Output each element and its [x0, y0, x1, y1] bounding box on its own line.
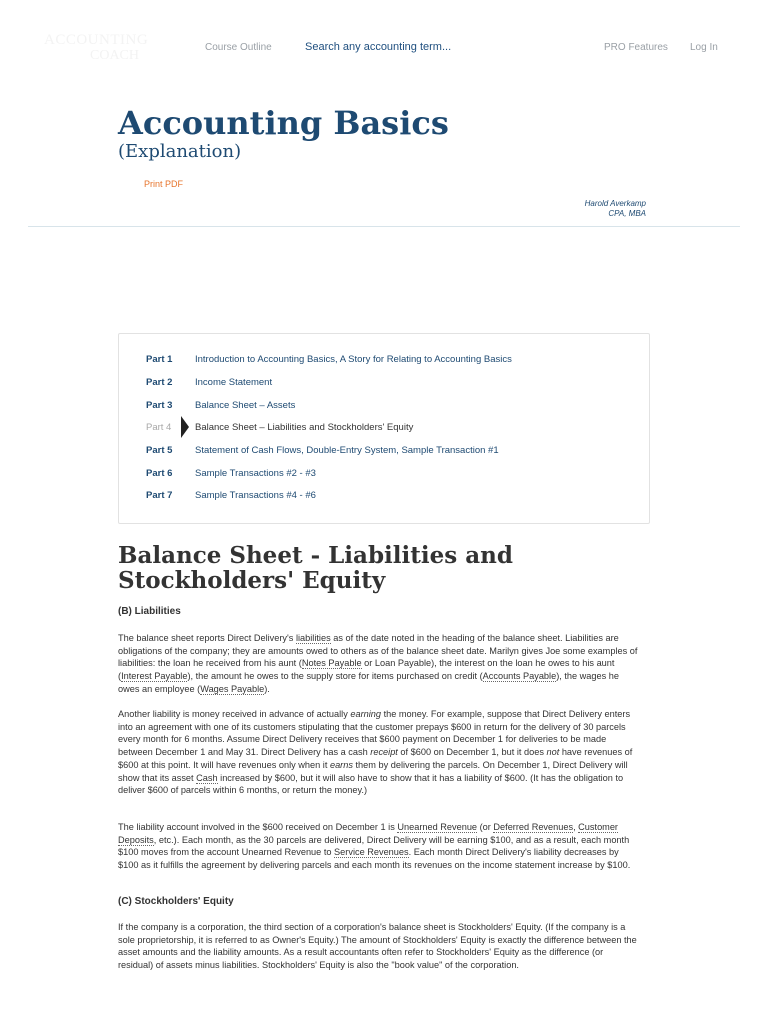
current-part-arrow-icon: [181, 416, 189, 438]
emphasis-text: earns: [329, 759, 353, 770]
part-row-2[interactable]: [119, 377, 649, 393]
part-row-7[interactable]: [119, 490, 649, 506]
nav-course-outline[interactable]: Course Outline: [205, 42, 272, 53]
paragraph-2: Another liability is money received in advance of actually earning the money. For example, suppose that Direct Delivery enters into an agreement with one of its customers stipulating that the customer prepays $600 in return for the delivery of 30 parcels every month for 6 months. Assume Direct Delivery receives that $600 payment on December 1 for deliveries to be made between December 1 and May 31. Direct Delivery has a cash receipt of $600 on December 1, but it does not have revenues of $600 at this point. It will have revenues only when it earns them by delivering the parcels. On December 1, Direct Delivery will show that its asset Cash increased by $600, but it will also have to show that it has a liability of $600. (It has the obligation to deliver $600 of parcels within 6 months, or return the money.): [118, 709, 633, 796]
subsection-stockholders-equity: (C) Stockholders' Equity: [118, 896, 234, 907]
part-number: Part 2: [146, 377, 173, 388]
part-current-title: Balance Sheet – Liabilities and Stockholders' Equity: [195, 422, 414, 433]
part-link[interactable]: Balance Sheet – Assets: [195, 400, 296, 411]
top-navigation: [0, 0, 768, 90]
glossary-term-link[interactable]: Notes Payable: [301, 658, 362, 669]
glossary-term-link[interactable]: Cash: [196, 772, 218, 783]
section-heading: Balance Sheet - Liabilities and Stockholders' Equity: [118, 542, 513, 594]
part-number: Part 3: [146, 400, 173, 411]
part-link[interactable]: Income Statement: [195, 377, 273, 388]
nav-log-in[interactable]: Log In: [690, 42, 718, 53]
emphasis-text: not: [546, 747, 560, 758]
part-number: Part 1: [146, 354, 173, 365]
author-name[interactable]: Harold Averkamp: [584, 199, 646, 208]
glossary-term-link[interactable]: Accounts Payable: [482, 671, 557, 682]
glossary-term-link[interactable]: Unearned Revenue: [397, 822, 478, 832]
page-title: Accounting Basics: [118, 104, 449, 142]
part-row-1[interactable]: [119, 354, 649, 370]
part-number: Part 5: [146, 445, 173, 456]
part-link[interactable]: Introduction to Accounting Basics, A Story for Relating to Accounting Basics: [195, 354, 512, 365]
author-block: [585, 199, 646, 219]
header-divider: [28, 226, 740, 227]
part-row-5[interactable]: [119, 445, 649, 461]
emphasis-text: earning: [350, 709, 382, 719]
page-subtitle: (Explanation): [118, 141, 242, 162]
author-credentials: CPA, MBA: [608, 209, 646, 218]
emphasis-text: receipt: [370, 747, 398, 758]
part-row-4-current: [119, 422, 649, 438]
part-number: Part 6: [146, 468, 173, 479]
glossary-term-link[interactable]: liabilities: [295, 633, 331, 643]
site-logo[interactable]: [44, 32, 154, 66]
glossary-term-link[interactable]: Customer Deposits: [118, 822, 618, 845]
logo-line-1: ACCOUNTING: [44, 32, 149, 48]
part-row-3[interactable]: [119, 400, 649, 416]
paragraph-4: If the company is a corporation, the third section of a corporation's balance sheet is Stockholders' Equity. (If the company is a sole proprietorship, it is referred to as Owner's Equity.) The amount of Stockholders' Equity is exactly the difference between the asset amounts and the liability amounts. As a result accountants often refer to Stockholders' Equity as the difference (or residual) of assets minus liabilities. Stockholders' Equity is also the "book value" of the corporation.: [118, 922, 637, 971]
part-number: Part 4: [146, 422, 172, 433]
print-pdf-link[interactable]: Print PDF: [144, 179, 184, 189]
paragraph-3: The liability account involved in the $600 received on December 1 is Unearned Revenue (or Deferred Revenues, Customer Deposits, etc.). Each month, as the 30 parcels are delivered, Direct Delivery will be earning $100, and as a result, each month $100 moves from the account Unearned Revenue to Service Revenues. Each month Direct Delivery's liability decreases by $100 as it fulfills the agreement by delivering parcels and each month its revenues on the income statement increase by $100.: [118, 822, 631, 871]
part-link[interactable]: Sample Transactions #4 - #6: [195, 490, 316, 501]
part-link[interactable]: Sample Transactions #2 - #3: [195, 468, 316, 479]
subsection-liabilities: (B) Liabilities: [118, 606, 181, 617]
part-link[interactable]: Statement of Cash Flows, Double-Entry System, Sample Transaction #1: [195, 445, 499, 456]
part-row-6[interactable]: [119, 468, 649, 484]
glossary-term-link[interactable]: Deferred Revenues: [493, 822, 574, 832]
paragraph-1: The balance sheet reports Direct Delivery's liabilities as of the date noted in the heading of the balance sheet. Liabilities are obligations of the company; they are amounts owed to others as of the balance sheet date. Marilyn gives Joe some examples of liabilities: the loan he received from his aunt (Notes Payable or Loan Payable), the interest on the loan he owes to his aunt (Interest Payable), the amount he owes to the supply store for items purchased on credit (Accounts Payable), the wages he owes an employee (Wages Payable).: [118, 633, 638, 694]
part-number: Part 7: [146, 490, 173, 501]
glossary-term-link[interactable]: Service Revenues: [334, 847, 409, 858]
logo-line-2: COACH: [90, 48, 140, 63]
glossary-term-link[interactable]: Interest Payable: [121, 671, 188, 682]
parts-navigation: [118, 333, 650, 524]
glossary-term-link[interactable]: Wages Payable: [200, 683, 265, 694]
nav-pro-features[interactable]: PRO Features: [604, 42, 668, 53]
search-input[interactable]: Search any accounting term...: [305, 41, 452, 53]
